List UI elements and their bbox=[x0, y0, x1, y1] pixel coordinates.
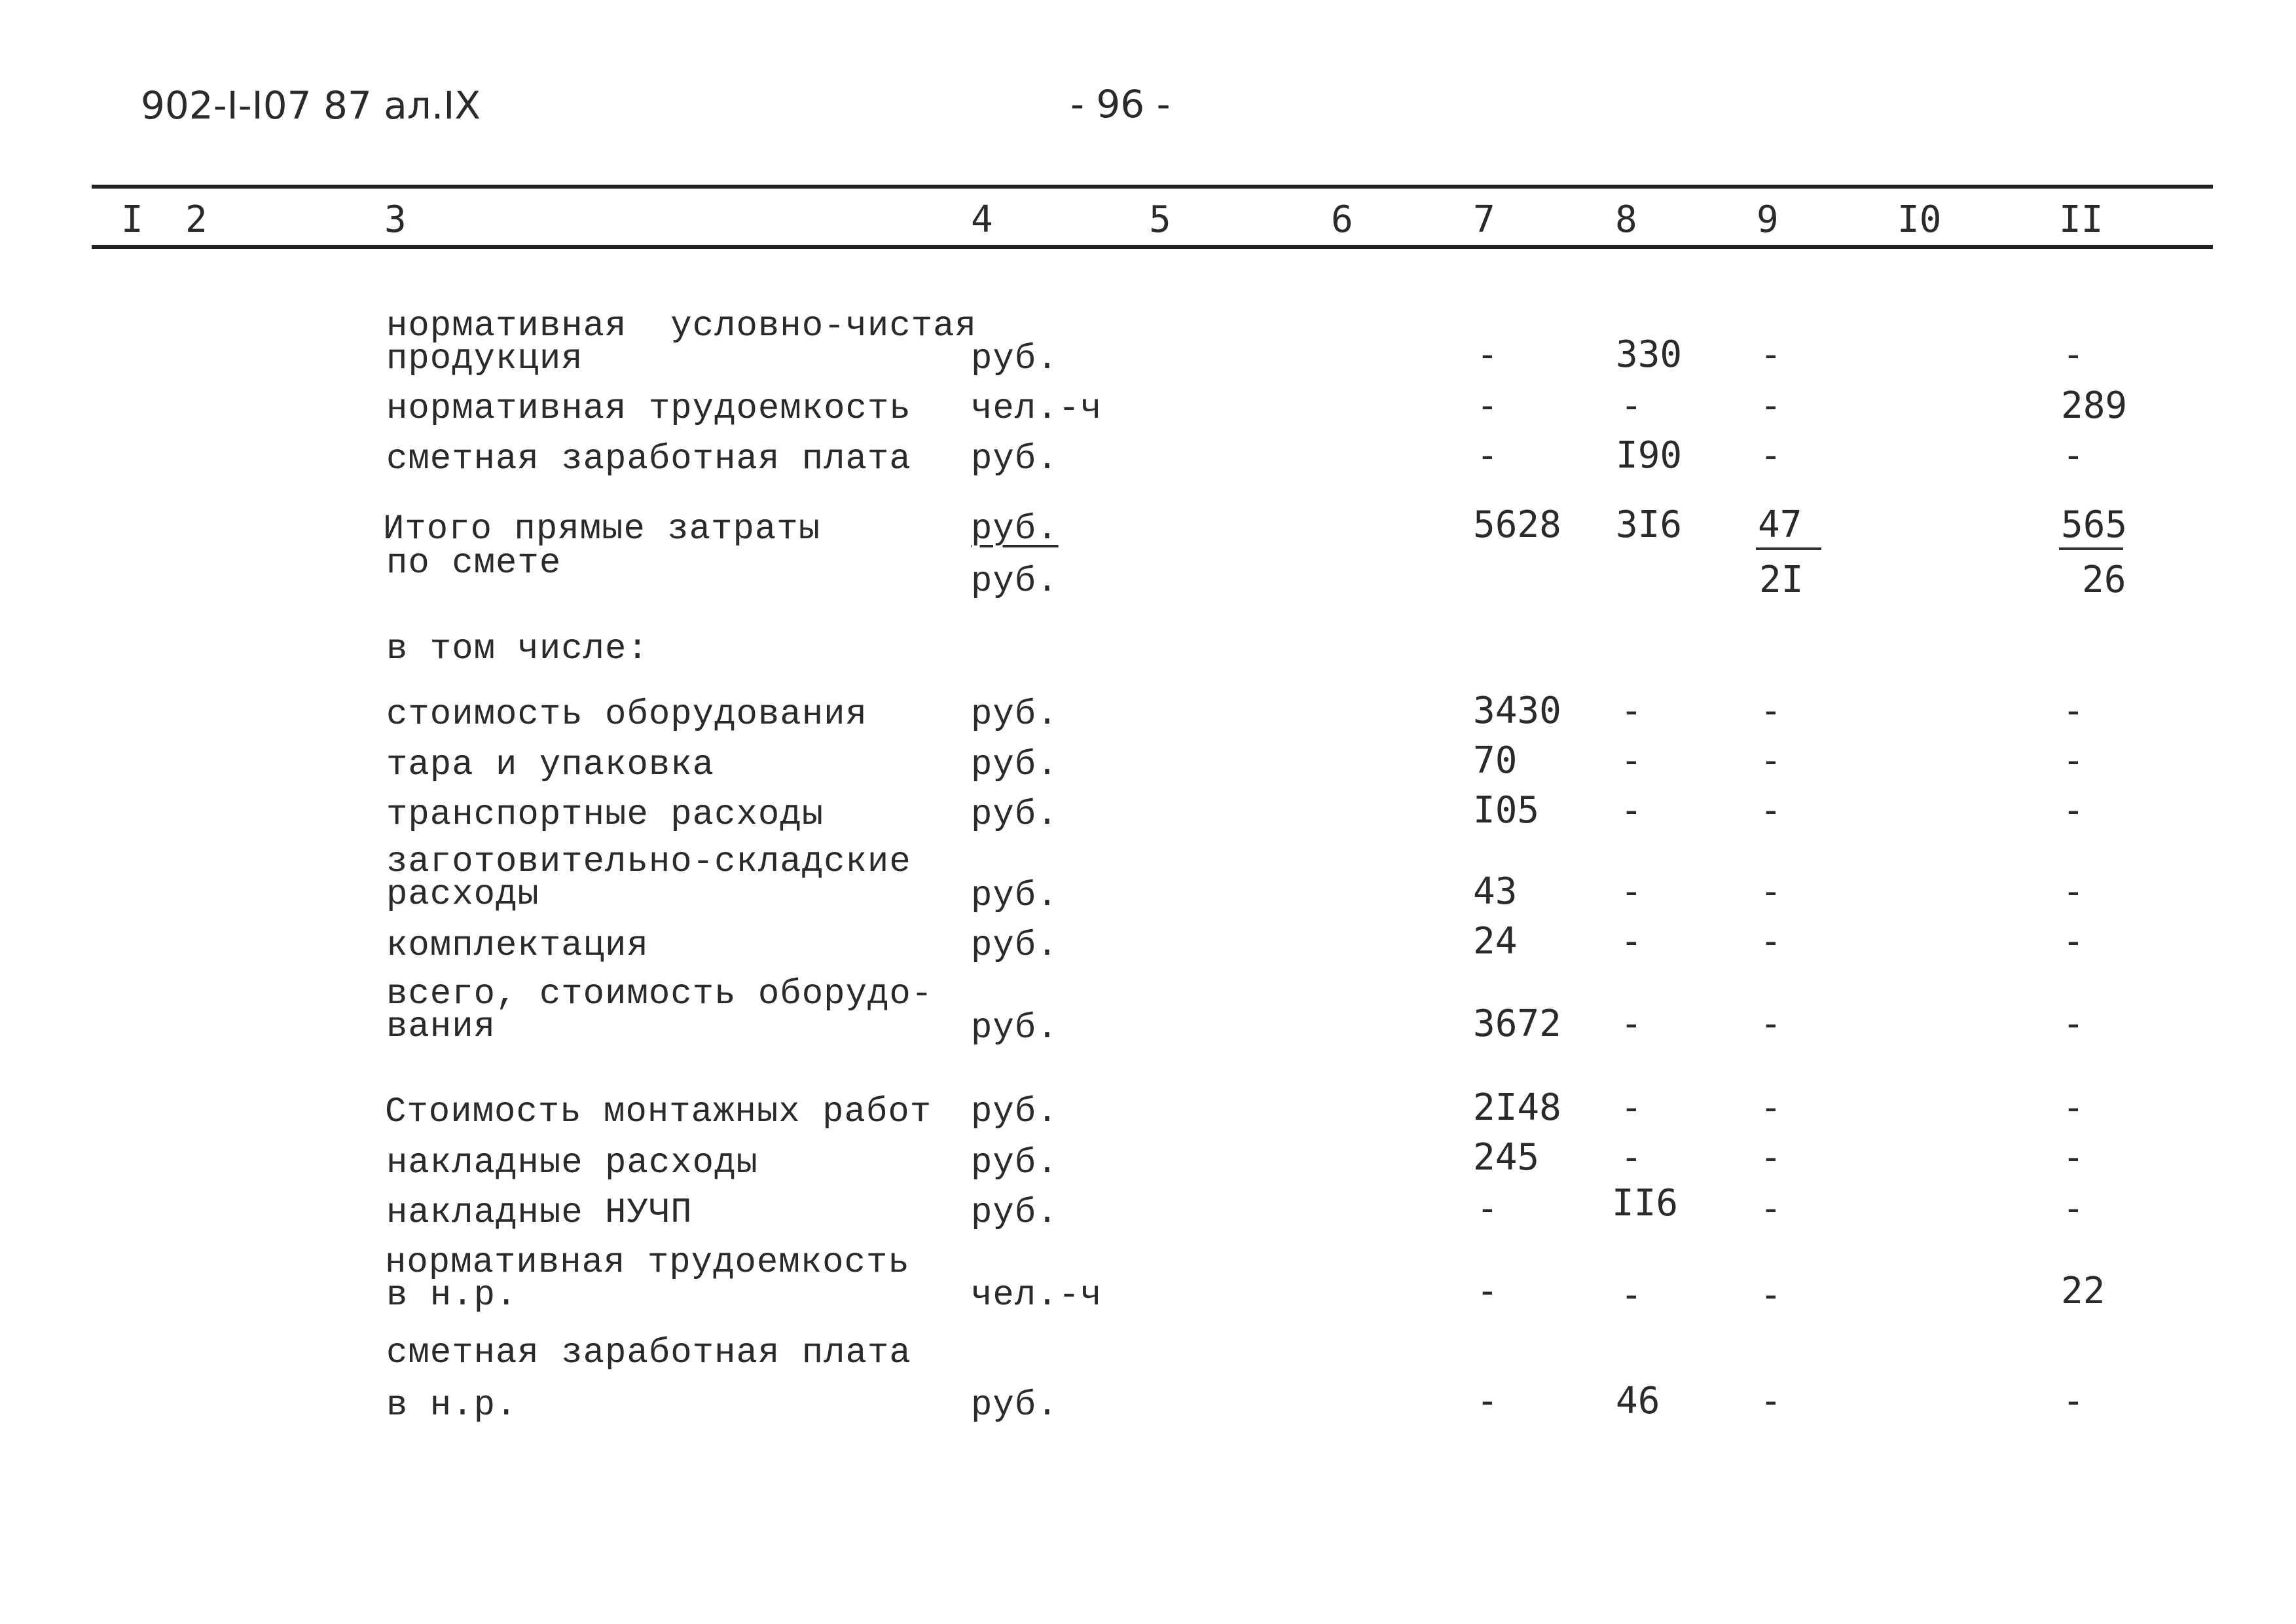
document-code: 902-I-I07 87 ал.IX bbox=[141, 83, 481, 128]
cell-col9: - bbox=[1760, 333, 1782, 376]
cell-col8: - bbox=[1620, 789, 1643, 832]
row-unit: руб. bbox=[971, 795, 1059, 835]
cell-col9: - bbox=[1760, 1274, 1782, 1316]
column-header: 2 bbox=[185, 198, 208, 241]
cell-col9: - bbox=[1760, 1187, 1782, 1230]
cell-col7: - bbox=[1476, 333, 1499, 376]
header-bottom-rule bbox=[92, 245, 2213, 249]
cell-col7: I05 bbox=[1473, 789, 1540, 832]
cell-col7: - bbox=[1476, 1270, 1499, 1312]
cell-col8: 46 bbox=[1616, 1380, 1660, 1422]
table-top-rule bbox=[92, 185, 2213, 189]
row-label: в н.р. bbox=[386, 1386, 518, 1426]
page-number: - 96 - bbox=[1070, 82, 1171, 126]
row-label: комплектация bbox=[386, 926, 649, 966]
row-label: стоимость оборудования bbox=[386, 695, 867, 735]
cell-col8: - bbox=[1620, 739, 1643, 782]
cell-col8: - bbox=[1620, 690, 1643, 732]
column-header: 5 bbox=[1149, 198, 1171, 241]
row-label: накладные НУЧП bbox=[386, 1193, 693, 1233]
column-header: 6 bbox=[1331, 198, 1353, 241]
cell-col11: - bbox=[2062, 1380, 2085, 1422]
row-unit: руб. bbox=[971, 1193, 1059, 1233]
cell-col7: 5628 bbox=[1473, 504, 1561, 546]
row-unit: чел.-ч bbox=[971, 1276, 1102, 1316]
cell-col11: - bbox=[2062, 1086, 2085, 1129]
cell-col11: - bbox=[2062, 434, 2085, 477]
row-unit: руб. bbox=[971, 926, 1059, 966]
column-header: II bbox=[2059, 198, 2104, 241]
row-unit: руб. bbox=[971, 876, 1059, 916]
column-header: I0 bbox=[1897, 198, 1942, 241]
row-unit-secondary: руб. bbox=[971, 562, 1059, 602]
row-label: вания bbox=[386, 1007, 496, 1047]
fraction-line bbox=[2059, 547, 2123, 550]
cell-col7: 43 bbox=[1473, 870, 1518, 913]
cell-col11: - bbox=[2062, 870, 2085, 913]
cell-col8: II6 bbox=[1612, 1182, 1679, 1225]
cell-col8: - bbox=[1620, 1274, 1643, 1316]
row-label: всего, стоимость оборудо- bbox=[386, 974, 934, 1014]
column-header: 7 bbox=[1473, 198, 1495, 241]
cell-col8: 3I6 bbox=[1616, 504, 1683, 546]
cell-col9: - bbox=[1760, 1380, 1782, 1422]
cell-col9: - bbox=[1760, 384, 1782, 427]
cell-col11: - bbox=[2062, 739, 2085, 782]
section-label: в том числе: bbox=[386, 629, 649, 669]
cell-col9-numerator: 47 bbox=[1758, 504, 1802, 546]
cell-col7: - bbox=[1476, 1187, 1499, 1230]
column-header: 8 bbox=[1615, 198, 1637, 241]
row-label: транспортные расходы bbox=[386, 795, 824, 835]
row-unit: руб. bbox=[971, 1143, 1059, 1183]
cell-col9: - bbox=[1760, 434, 1782, 477]
row-unit: руб. bbox=[971, 339, 1059, 379]
cell-col8: - bbox=[1620, 920, 1643, 963]
cell-col8: - bbox=[1620, 1086, 1643, 1129]
column-header: 4 bbox=[971, 198, 993, 241]
column-header: I bbox=[121, 198, 143, 241]
cell-col11: - bbox=[2062, 1136, 2085, 1179]
cell-col11: - bbox=[2062, 333, 2085, 376]
cell-col8: - bbox=[1620, 384, 1643, 427]
row-label: заготовительно-складские bbox=[386, 842, 911, 882]
row-label: продукция bbox=[386, 339, 583, 379]
cell-col7: 24 bbox=[1473, 920, 1518, 963]
row-unit: руб. bbox=[971, 1092, 1059, 1132]
row-unit: чел.-ч bbox=[971, 389, 1102, 429]
cell-col9: - bbox=[1760, 739, 1782, 782]
row-label: в н.р. bbox=[386, 1276, 518, 1316]
cell-col7: - bbox=[1476, 434, 1499, 477]
row-label: расходы bbox=[386, 875, 539, 915]
cell-col9: - bbox=[1760, 690, 1782, 732]
cell-col9: - bbox=[1760, 920, 1782, 963]
cell-col11: - bbox=[2062, 920, 2085, 963]
fraction-line bbox=[1756, 547, 1821, 550]
cell-col9: - bbox=[1760, 1003, 1782, 1045]
row-label: Итого прямые затраты bbox=[383, 509, 821, 549]
row-label: сметная заработная плата bbox=[386, 439, 911, 479]
cell-col11-denominator: 26 bbox=[2082, 559, 2126, 601]
cell-col9: - bbox=[1760, 789, 1782, 832]
row-unit: руб. bbox=[971, 1008, 1059, 1048]
cell-col7: - bbox=[1476, 1380, 1499, 1422]
cell-col9-denominator: 2I bbox=[1759, 559, 1804, 601]
row-label: нормативная трудоемкость bbox=[386, 389, 911, 429]
cell-col7: 70 bbox=[1473, 739, 1518, 782]
cell-col11: - bbox=[2062, 690, 2085, 732]
column-header: 3 bbox=[384, 198, 407, 241]
cell-col7: 3430 bbox=[1473, 690, 1561, 732]
row-label: по смете bbox=[386, 544, 562, 583]
column-header: 9 bbox=[1757, 198, 1779, 241]
cell-col9: - bbox=[1760, 1086, 1782, 1129]
row-unit: руб. bbox=[971, 695, 1059, 735]
cell-col11: - bbox=[2062, 1003, 2085, 1045]
cell-col7: 245 bbox=[1473, 1136, 1540, 1179]
cell-col7: - bbox=[1476, 384, 1499, 427]
row-unit: руб. bbox=[971, 745, 1059, 785]
row-label: накладные расходы bbox=[386, 1143, 758, 1183]
row-label: нормативная условно-чистая bbox=[386, 306, 977, 346]
cell-col9: - bbox=[1760, 870, 1782, 913]
row-unit: руб. bbox=[971, 509, 1059, 549]
cell-col8: 330 bbox=[1616, 333, 1683, 376]
cell-col11-numerator: 565 bbox=[2061, 504, 2128, 546]
cell-col11: - bbox=[2062, 1187, 2085, 1230]
cell-col8: - bbox=[1620, 1136, 1643, 1179]
row-label: тара и упаковка bbox=[386, 745, 715, 785]
row-unit: руб. bbox=[971, 439, 1059, 479]
cell-col7: 3672 bbox=[1473, 1003, 1561, 1045]
cell-col11: 289 bbox=[2061, 384, 2128, 427]
cell-col8: - bbox=[1620, 870, 1643, 913]
cell-col7: 2I48 bbox=[1473, 1086, 1561, 1129]
cell-col11: 22 bbox=[2061, 1270, 2105, 1312]
cell-col9: - bbox=[1760, 1136, 1782, 1179]
row-label: сметная заработная плата bbox=[386, 1333, 911, 1373]
cell-col8: - bbox=[1620, 1003, 1643, 1045]
row-label: нормативная трудоемкость bbox=[385, 1243, 910, 1283]
cell-col11: - bbox=[2062, 789, 2085, 832]
row-unit: руб. bbox=[971, 1386, 1059, 1426]
row-label: Стоимость монтажных работ bbox=[385, 1092, 932, 1132]
cell-col8: I90 bbox=[1616, 434, 1683, 477]
